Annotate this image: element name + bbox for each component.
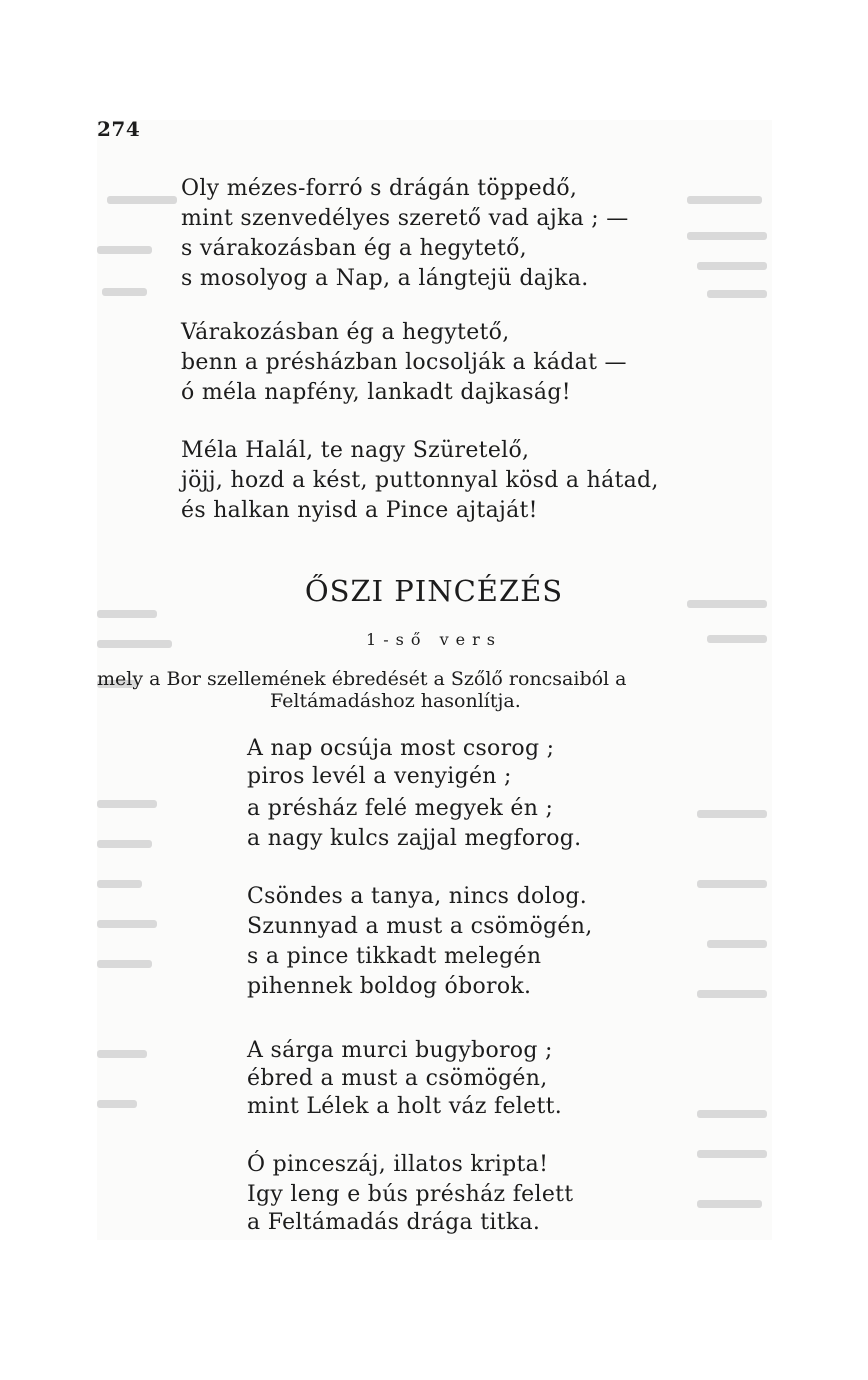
poem-line: a Feltámadás drága titka. [247, 1210, 541, 1235]
poem-line: A sárga murci bugyborog ; [247, 1038, 553, 1063]
poem-line: mint szenvedélyes szerető vad ajka ; — [181, 206, 629, 231]
poem-title: ŐSZI PINCÉZÉS [304, 574, 564, 608]
poem-line: jöjj, hozd a kést, puttonnyal kösd a hátad, [181, 468, 659, 493]
poem-line: mint Lélek a holt váz felett. [247, 1094, 563, 1119]
poem-line: benn a présházban locsolják a kádat — [181, 350, 627, 375]
poem-intro-line: mely a Bor szellemének ébredését a Szőlő roncsaiból a [97, 668, 627, 690]
poem-line: A nap ocsúja most csorog ; [247, 736, 555, 761]
poem-line: pihennek boldog óborok. [247, 974, 532, 999]
poem-line: és halkan nyisd a Pince ajtaját! [181, 498, 538, 523]
poem-line: Méla Halál, te nagy Szüretelő, [181, 438, 530, 463]
poem-intro-line: Feltámadáshoz hasonlítja. [270, 690, 521, 712]
poem-subtitle: 1-ső vers [366, 630, 502, 649]
poem-line: Igy leng e bús présház felett [247, 1182, 574, 1207]
page-number: 274 [97, 117, 141, 141]
poem-line: s mosolyog a Nap, a lángtejü dajka. [181, 266, 589, 291]
poem-line: Várakozásban ég a hegytető, [181, 320, 510, 345]
poem-line: s várakozásban ég a hegytető, [181, 236, 527, 261]
poem-line: Ó pinceszáj, illatos kripta! [247, 1152, 549, 1177]
poem-line: Szunnyad a must a csömögén, [247, 914, 593, 939]
poem-line: ébred a must a csömögén, [247, 1066, 548, 1091]
poem-line: ó méla napfény, lankadt dajkaság! [181, 380, 571, 405]
poem-line: a présház felé megyek én ; [247, 796, 554, 821]
poem-line: Csöndes a tanya, nincs dolog. [247, 884, 588, 909]
poem-line: Oly mézes-forró s drágán töppedő, [181, 176, 578, 201]
poem-line: piros levél a venyigén ; [247, 764, 512, 789]
poem-line: s a pince tikkadt melegén [247, 944, 542, 969]
poem-line: a nagy kulcs zajjal megforog. [247, 826, 582, 851]
